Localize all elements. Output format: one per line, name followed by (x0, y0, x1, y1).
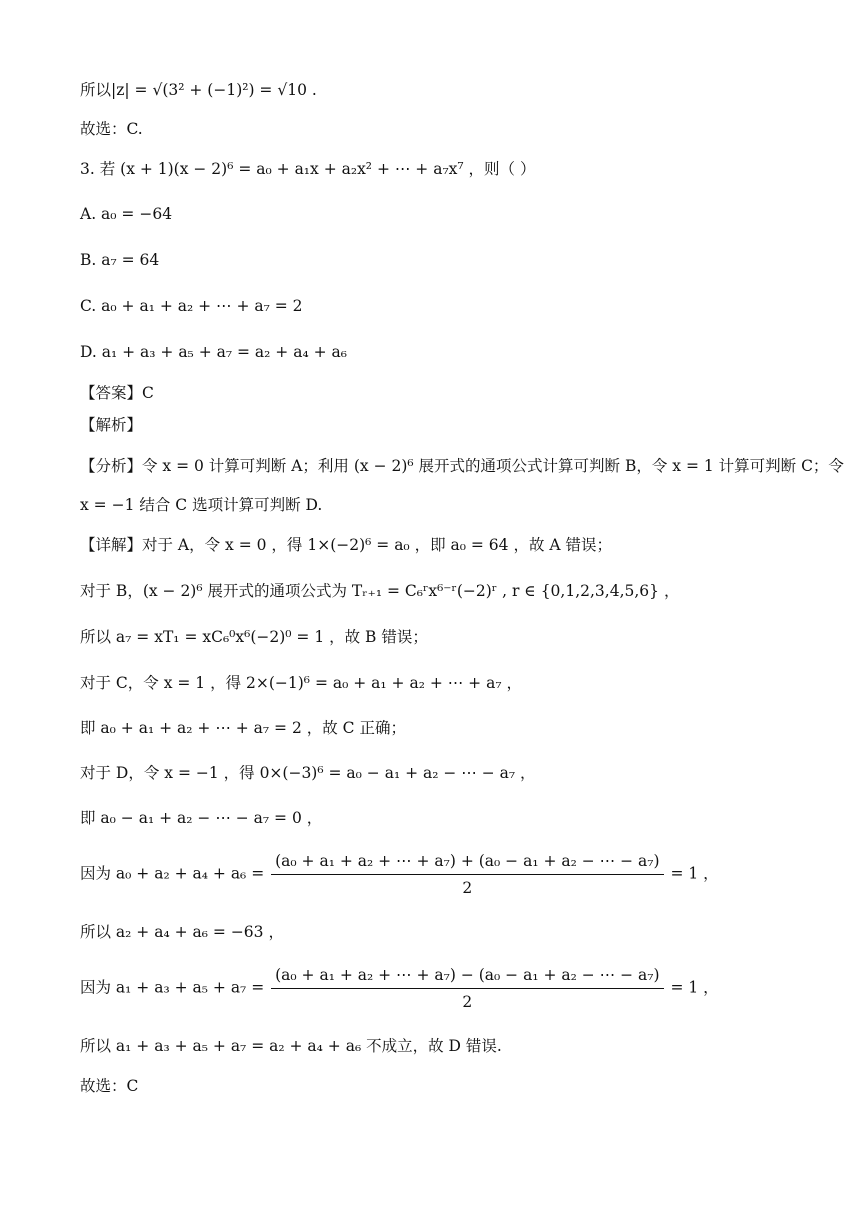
option-c: C. a₀ + a₁ + a₂ + ⋯ + a₇ = 2 (80, 297, 303, 315)
analysis-header: 【解析】 (80, 416, 143, 434)
frac2-denominator: 2 (462, 993, 473, 1011)
analysis-line-1: 【分析】令 x = 0 计算可判断 A；利用 (x − 2)⁶ 展开式的通项公式计算可判断 B，令 x = 1 计算可判断 C；令 (80, 457, 844, 475)
frac1-fraction (271, 850, 663, 899)
option-a: A. a₀ = −64 (80, 205, 173, 223)
option-b: B. a₇ = 64 (80, 251, 160, 269)
detail-d-conclusion: 所以 a₁ + a₃ + a₅ + a₇ = a₂ + a₄ + a₆ 不成立，故 D 错误. (80, 1037, 502, 1055)
odd-sum-equation (80, 964, 719, 1013)
final-choice: 故选：C (80, 1077, 139, 1095)
prev-choice: 故选：C. (80, 120, 143, 138)
frac2-fraction (271, 964, 663, 1013)
detail-d-result: 即 a₀ − a₁ + a₂ − ⋯ − a₇ = 0 ， (80, 809, 323, 827)
even-sum-equation (80, 850, 719, 899)
prev-answer-modulus: 所以|z| = √(3² + (−1)²) = √10 . (80, 81, 317, 99)
option-d: D. a₁ + a₃ + a₅ + a₇ = a₂ + a₄ + a₆ (80, 343, 347, 361)
detail-b-conclusion: 所以 a₇ = xT₁ = xC₆⁰x⁶(−2)⁰ = 1 ，故 B 错误； (80, 628, 428, 646)
detail-d-substitution: 对于 D，令 x = −1 ，得 0×(−3)⁶ = a₀ − a₁ + a₂ − ⋯ − a₇ ， (80, 764, 536, 782)
frac2-numerator: (a₀ + a₁ + a₂ + ⋯ + a₇) − (a₀ − a₁ + a₂ − ⋯ − a₇) (271, 964, 663, 989)
detail-b-general-term: 对于 B，(x − 2)⁶ 展开式的通项公式为 Tᵣ₊₁ = C₆ʳx⁶⁻ʳ(−2)ʳ , r ∈ {0,1,2,3,4,5,6} ， (80, 582, 680, 600)
analysis-line-2: x = −1 结合 C 选项计算可判断 D. (80, 496, 323, 514)
answer-label: 【答案】C (80, 384, 154, 402)
frac2-suffix: = 1 ， (670, 978, 719, 997)
question-stem: 3. 若 (x + 1)(x − 2)⁶ = a₀ + a₁x + a₂x² + ⋯ + a₇x⁷ ，则（ ） (80, 160, 536, 178)
frac1-suffix: = 1 ， (670, 864, 719, 883)
detail-c-substitution: 对于 C，令 x = 1 ，得 2×(−1)⁶ = a₀ + a₁ + a₂ + ⋯ + a₇ ， (80, 674, 522, 692)
frac1-prefix: 因为 a₀ + a₂ + a₄ + a₆ = (80, 864, 265, 883)
frac1-denominator: 2 (462, 879, 473, 897)
detail-c-conclusion: 即 a₀ + a₁ + a₂ + ⋯ + a₇ = 2 ，故 C 正确； (80, 719, 406, 737)
detail-a: 【详解】对于 A，令 x = 0 ，得 1×(−2)⁶ = a₀ ，即 a₀ = 64 ，故 A 错误； (80, 536, 612, 554)
frac1-numerator: (a₀ + a₁ + a₂ + ⋯ + a₇) + (a₀ − a₁ + a₂ − ⋯ − a₇) (271, 850, 663, 875)
even-sum-result: 所以 a₂ + a₄ + a₆ = −63 ， (80, 923, 284, 941)
frac2-prefix: 因为 a₁ + a₃ + a₅ + a₇ = (80, 978, 265, 997)
